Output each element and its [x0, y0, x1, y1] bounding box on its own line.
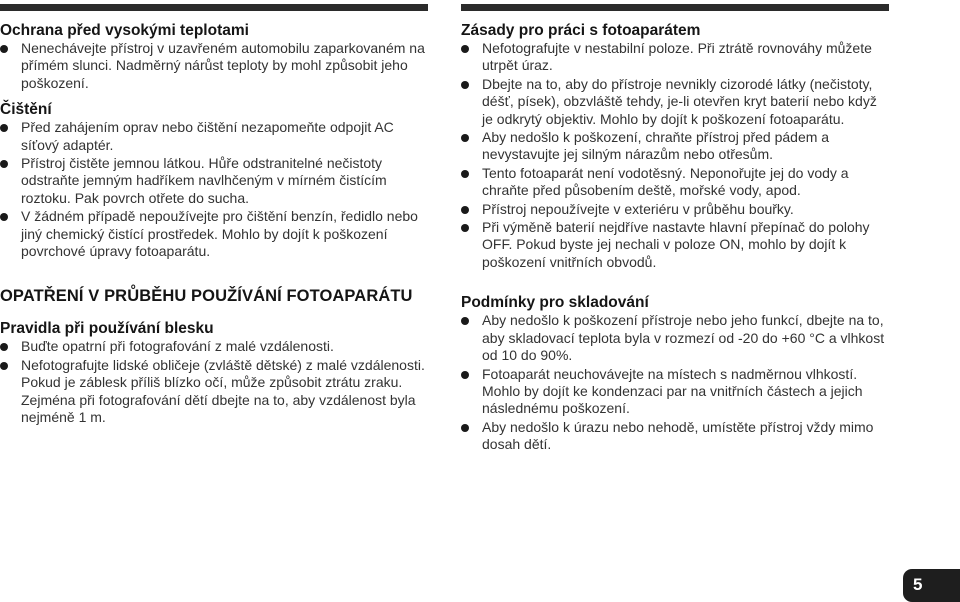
- top-rule-right: [461, 4, 889, 11]
- list-item: Přístroj nepoužívejte v exteriéru v průběhu bouřky.: [461, 201, 889, 218]
- list-item: Tento fotoaparát není vodotěsný. Neponořujte jej do vody a chraňte před působením deště, mořské vody, apod.: [461, 165, 889, 200]
- bullet-icon: [461, 170, 469, 178]
- list-heat: [0, 40, 428, 92]
- list-item: Nefotografujte lidské obličeje (zvláště dětské) z malé vzdálenosti. Pokud je záblesk příliš blízko očí, může způsobit ztrátu zraku. Zejména při fotografování dětí dbejte na to, aby vzdálenost byla nejméně 1 m.: [0, 357, 428, 427]
- list-item: Fotoaparát neuchovávejte na místech s nadměrnou vlhkostí. Mohlo by dojít ke kondenzaci par na vnitřních částech a jejich následnému poškození.: [461, 366, 889, 418]
- list-handling: [461, 40, 889, 271]
- section-title-flash: Pravidla při používání blesku: [0, 320, 214, 338]
- bullet-icon: [461, 134, 469, 142]
- section-title-storage: Podmínky pro skladování: [461, 294, 649, 312]
- list-cleaning: [0, 119, 428, 260]
- right-column: [461, 0, 889, 454]
- bullet-icon: [0, 343, 8, 351]
- list-item: Nefotografujte v nestabilní poloze. Při ztrátě rovnováhy můžete utrpět úraz.: [461, 40, 889, 75]
- list-item: Buďte opatrní při fotografování z malé vzdálenosti.: [0, 338, 428, 355]
- bullet-icon: [461, 45, 469, 53]
- bullet-icon: [461, 424, 469, 432]
- list-item: Aby nedošlo k úrazu nebo nehodě, umístěte přístroj vždy mimo dosah dětí.: [461, 419, 889, 454]
- left-column: [0, 0, 428, 427]
- list-item: V žádném případě nepoužívejte pro čištění benzín, ředidlo nebo jiný chemický čistící prostředek. Mohlo by dojít k poškození povrchové úpravy fotoaparátu.: [0, 208, 428, 260]
- list-item: Přístroj čistěte jemnou látkou. Hůře odstranitelné nečistoty odstraňte jemným hadříkem navlhčeným v mírném čistícím roztoku. Pak povrch otřete do sucha.: [0, 155, 428, 207]
- bullet-icon: [0, 124, 8, 132]
- bullet-icon: [0, 45, 8, 53]
- list-item: Při výměně baterií nejdříve nastavte hlavní přepínač do polohy OFF. Pokud byste jej nechali v poloze ON, mohlo by dojít k poškození vnitřních obvodů.: [461, 219, 889, 271]
- section-title-cleaning: Čištění: [0, 101, 52, 119]
- bullet-icon: [461, 206, 469, 214]
- bullet-icon: [0, 160, 8, 168]
- bullet-icon: [461, 224, 469, 232]
- bullet-icon: [461, 371, 469, 379]
- section-title-handling: Zásady pro práci s fotoaparátem: [461, 22, 701, 39]
- page-number-tab: [903, 569, 960, 602]
- list-item: Aby nedošlo k poškození, chraňte přístroj před pádem a nevystavujte jej silným nárazům nebo otřesům.: [461, 129, 889, 164]
- list-storage: [461, 312, 889, 453]
- list-item: Dbejte na to, aby do přístroje nevnikly cizorodé látky (nečistoty, déšť, písek), obzvláště tehdy, je-li otevřen kryt baterií nebo když je odkrytý objektiv. Mohlo by dojít k poškození fotoaparátu.: [461, 76, 889, 128]
- bullet-icon: [0, 362, 8, 370]
- main-heading: OPATŘENÍ V PRŮBĚHU POUŽÍVÁNÍ FOTOAPARÁTU: [0, 287, 413, 306]
- list-item: Aby nedošlo k poškození přístroje nebo jeho funkcí, dbejte na to, aby skladovací teplota byla v rozmezí od -20 do +60 °C a vlhkost od 10 do 90%.: [461, 312, 889, 364]
- list-item: Před zahájením oprav nebo čištění nezapomeňte odpojit AC síťový adaptér.: [0, 119, 428, 154]
- page-number: 5: [913, 575, 923, 594]
- list-item: Nenechávejte přístroj v uzavřeném automobilu zaparkovaném na přímém slunci. Nadměrný nárůst teploty by mohl způsobit jeho poškození.: [0, 40, 428, 92]
- section-title-heat: Ochrana před vysokými teplotami: [0, 22, 249, 39]
- bullet-icon: [461, 81, 469, 89]
- top-rule-left: [0, 4, 428, 11]
- list-flash: [0, 338, 428, 426]
- bullet-icon: [461, 317, 469, 325]
- bullet-icon: [0, 213, 8, 221]
